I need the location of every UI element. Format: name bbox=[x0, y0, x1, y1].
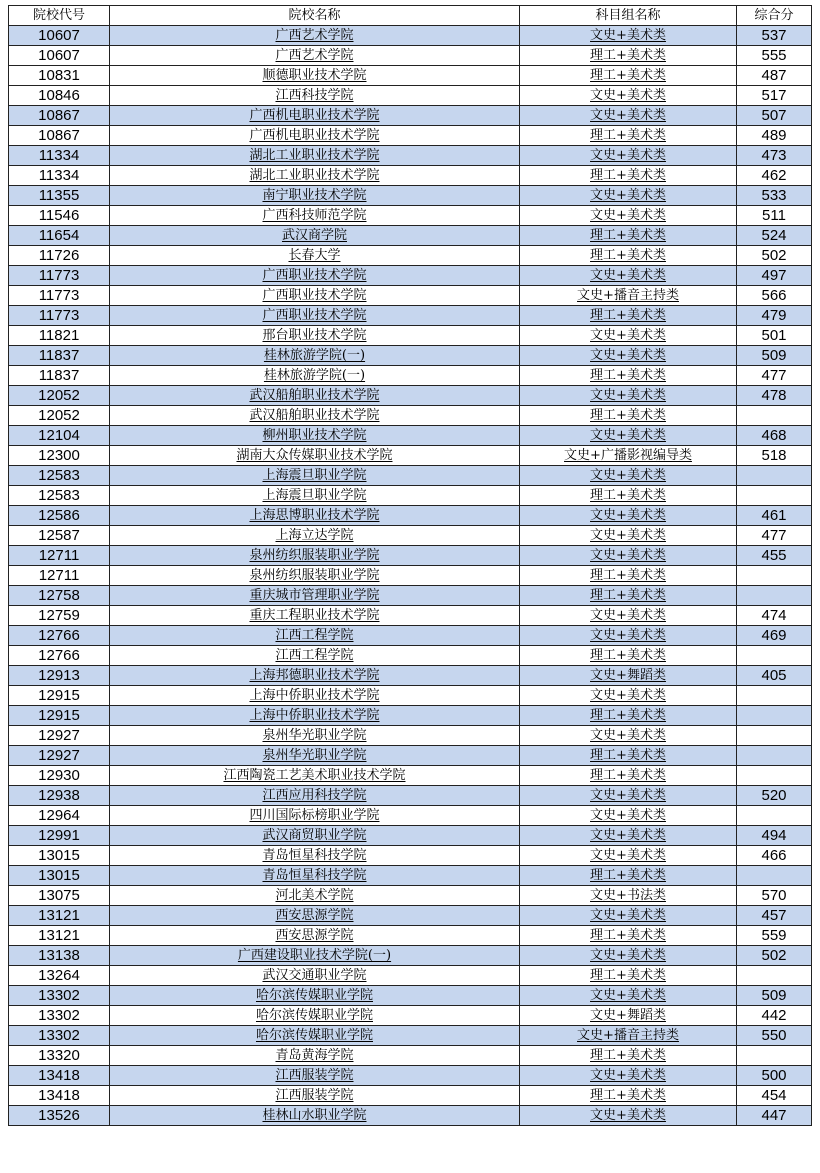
subject-group-cell: 文史+美术类 bbox=[520, 946, 737, 966]
school-code-cell: 13138 bbox=[9, 946, 110, 966]
score-cell bbox=[737, 586, 812, 606]
table-row bbox=[9, 966, 812, 986]
school-name-cell: 顺德职业技术学院 bbox=[110, 66, 520, 86]
table-row bbox=[9, 106, 812, 126]
score-cell: 457 bbox=[737, 906, 812, 926]
school-code-cell: 11355 bbox=[9, 186, 110, 206]
score-cell bbox=[737, 566, 812, 586]
school-name-cell: 西安思源学院 bbox=[110, 926, 520, 946]
score-cell: 477 bbox=[737, 526, 812, 546]
subject-group-cell: 文史+美术类 bbox=[520, 506, 737, 526]
table-row bbox=[9, 526, 812, 546]
school-name-cell: 青岛黄海学院 bbox=[110, 1046, 520, 1066]
school-name-cell: 广西机电职业技术学院 bbox=[110, 126, 520, 146]
school-name-cell: 重庆城市管理职业学院 bbox=[110, 586, 520, 606]
score-cell: 524 bbox=[737, 226, 812, 246]
score-cell: 537 bbox=[737, 26, 812, 46]
school-code-cell: 13320 bbox=[9, 1046, 110, 1066]
school-name-cell: 江西服装学院 bbox=[110, 1066, 520, 1086]
school-name-cell: 武汉交通职业学院 bbox=[110, 966, 520, 986]
subject-group-cell: 文史+美术类 bbox=[520, 1106, 737, 1126]
table-row bbox=[9, 566, 812, 586]
header-score: 综合分 bbox=[737, 6, 812, 26]
table-row bbox=[9, 726, 812, 746]
table-row bbox=[9, 86, 812, 106]
school-code-cell: 10607 bbox=[9, 26, 110, 46]
score-cell bbox=[737, 646, 812, 666]
table-row bbox=[9, 246, 812, 266]
score-cell: 455 bbox=[737, 546, 812, 566]
table-row bbox=[9, 406, 812, 426]
table-row bbox=[9, 946, 812, 966]
table-row bbox=[9, 1066, 812, 1086]
subject-group-cell: 理工+美术类 bbox=[520, 486, 737, 506]
subject-group-cell: 文史+美术类 bbox=[520, 846, 737, 866]
score-cell: 461 bbox=[737, 506, 812, 526]
school-name-cell: 广西艺术学院 bbox=[110, 26, 520, 46]
score-cell: 559 bbox=[737, 926, 812, 946]
school-name-cell: 湖北工业职业技术学院 bbox=[110, 166, 520, 186]
school-name-cell: 江西服装学院 bbox=[110, 1086, 520, 1106]
header-row bbox=[9, 6, 812, 26]
school-code-cell: 12930 bbox=[9, 766, 110, 786]
score-cell: 500 bbox=[737, 1066, 812, 1086]
school-name-cell: 泉州纺织服装职业学院 bbox=[110, 546, 520, 566]
school-name-cell: 广西职业技术学院 bbox=[110, 266, 520, 286]
school-code-cell: 12759 bbox=[9, 606, 110, 626]
table-row bbox=[9, 306, 812, 326]
school-name-cell: 上海思博职业技术学院 bbox=[110, 506, 520, 526]
subject-group-cell: 理工+美术类 bbox=[520, 226, 737, 246]
school-name-cell: 江西应用科技学院 bbox=[110, 786, 520, 806]
table-row bbox=[9, 546, 812, 566]
school-name-cell: 上海中侨职业技术学院 bbox=[110, 706, 520, 726]
school-name-cell: 上海立达学院 bbox=[110, 526, 520, 546]
score-cell: 509 bbox=[737, 346, 812, 366]
school-code-cell: 12587 bbox=[9, 526, 110, 546]
school-name-cell: 泉州纺织服装职业学院 bbox=[110, 566, 520, 586]
table-row bbox=[9, 586, 812, 606]
school-name-cell: 江西工程学院 bbox=[110, 646, 520, 666]
table-row bbox=[9, 266, 812, 286]
school-code-cell: 11773 bbox=[9, 266, 110, 286]
table-row bbox=[9, 666, 812, 686]
school-name-cell: 哈尔滨传媒职业学院 bbox=[110, 986, 520, 1006]
school-code-cell: 12927 bbox=[9, 726, 110, 746]
score-cell: 511 bbox=[737, 206, 812, 226]
admission-score-table bbox=[8, 5, 812, 1126]
score-cell: 489 bbox=[737, 126, 812, 146]
school-code-cell: 12927 bbox=[9, 746, 110, 766]
school-name-cell: 柳州职业技术学院 bbox=[110, 426, 520, 446]
score-cell bbox=[737, 746, 812, 766]
school-code-cell: 13418 bbox=[9, 1086, 110, 1106]
school-name-cell: 广西建设职业技术学院(一) bbox=[110, 946, 520, 966]
subject-group-cell: 文史+美术类 bbox=[520, 466, 737, 486]
school-code-cell: 12915 bbox=[9, 686, 110, 706]
table-row bbox=[9, 886, 812, 906]
subject-group-cell: 理工+美术类 bbox=[520, 1046, 737, 1066]
subject-group-cell: 文史+美术类 bbox=[520, 526, 737, 546]
subject-group-cell: 理工+美术类 bbox=[520, 926, 737, 946]
table-row bbox=[9, 346, 812, 366]
school-code-cell: 11837 bbox=[9, 366, 110, 386]
score-cell: 502 bbox=[737, 946, 812, 966]
school-name-cell: 长春大学 bbox=[110, 246, 520, 266]
school-name-cell: 广西艺术学院 bbox=[110, 46, 520, 66]
subject-group-cell: 文史+美术类 bbox=[520, 986, 737, 1006]
school-code-cell: 12052 bbox=[9, 406, 110, 426]
subject-group-cell: 理工+美术类 bbox=[520, 646, 737, 666]
school-code-cell: 13015 bbox=[9, 846, 110, 866]
subject-group-cell: 文史+美术类 bbox=[520, 346, 737, 366]
table-row bbox=[9, 806, 812, 826]
school-code-cell: 12758 bbox=[9, 586, 110, 606]
school-name-cell: 河北美术学院 bbox=[110, 886, 520, 906]
score-cell: 502 bbox=[737, 246, 812, 266]
school-code-cell: 13526 bbox=[9, 1106, 110, 1126]
school-code-cell: 12964 bbox=[9, 806, 110, 826]
table-row bbox=[9, 1086, 812, 1106]
school-code-cell: 12711 bbox=[9, 546, 110, 566]
subject-group-cell: 理工+美术类 bbox=[520, 246, 737, 266]
school-code-cell: 13302 bbox=[9, 986, 110, 1006]
school-code-cell: 10846 bbox=[9, 86, 110, 106]
school-code-cell: 12583 bbox=[9, 466, 110, 486]
subject-group-cell: 文史+舞蹈类 bbox=[520, 1006, 737, 1026]
subject-group-cell: 文史+美术类 bbox=[520, 606, 737, 626]
school-name-cell: 广西科技师范学院 bbox=[110, 206, 520, 226]
school-code-cell: 11726 bbox=[9, 246, 110, 266]
school-code-cell: 13121 bbox=[9, 926, 110, 946]
subject-group-cell: 文史+美术类 bbox=[520, 906, 737, 926]
score-cell: 466 bbox=[737, 846, 812, 866]
score-cell bbox=[737, 766, 812, 786]
subject-group-cell: 文史+舞蹈类 bbox=[520, 666, 737, 686]
table-row bbox=[9, 746, 812, 766]
subject-group-cell: 文史+美术类 bbox=[520, 786, 737, 806]
school-code-cell: 13264 bbox=[9, 966, 110, 986]
school-code-cell: 11654 bbox=[9, 226, 110, 246]
score-cell: 469 bbox=[737, 626, 812, 646]
subject-group-cell: 理工+美术类 bbox=[520, 706, 737, 726]
table-row bbox=[9, 226, 812, 246]
table-row bbox=[9, 906, 812, 926]
table-row bbox=[9, 926, 812, 946]
table-row bbox=[9, 1106, 812, 1126]
table-row bbox=[9, 146, 812, 166]
school-name-cell: 南宁职业技术学院 bbox=[110, 186, 520, 206]
subject-group-cell: 文史+广播影视编导类 bbox=[520, 446, 737, 466]
subject-group-cell: 文史+美术类 bbox=[520, 546, 737, 566]
school-code-cell: 13015 bbox=[9, 866, 110, 886]
school-name-cell: 广西职业技术学院 bbox=[110, 286, 520, 306]
subject-group-cell: 理工+美术类 bbox=[520, 746, 737, 766]
subject-group-cell: 理工+美术类 bbox=[520, 1086, 737, 1106]
table-row bbox=[9, 1046, 812, 1066]
score-cell bbox=[737, 726, 812, 746]
subject-group-cell: 理工+美术类 bbox=[520, 406, 737, 426]
score-cell: 477 bbox=[737, 366, 812, 386]
school-code-cell: 12586 bbox=[9, 506, 110, 526]
school-code-cell: 12913 bbox=[9, 666, 110, 686]
school-code-cell: 10867 bbox=[9, 106, 110, 126]
subject-group-cell: 理工+美术类 bbox=[520, 166, 737, 186]
subject-group-cell: 理工+美术类 bbox=[520, 966, 737, 986]
school-name-cell: 邢台职业技术学院 bbox=[110, 326, 520, 346]
table-row bbox=[9, 46, 812, 66]
score-cell: 570 bbox=[737, 886, 812, 906]
school-code-cell: 13302 bbox=[9, 1026, 110, 1046]
school-code-cell: 12583 bbox=[9, 486, 110, 506]
table-row bbox=[9, 286, 812, 306]
table-row bbox=[9, 706, 812, 726]
table-row bbox=[9, 186, 812, 206]
school-code-cell: 13418 bbox=[9, 1066, 110, 1086]
table-row bbox=[9, 386, 812, 406]
score-cell: 517 bbox=[737, 86, 812, 106]
table-row bbox=[9, 366, 812, 386]
school-name-cell: 上海震旦职业学院 bbox=[110, 466, 520, 486]
score-cell: 550 bbox=[737, 1026, 812, 1046]
school-code-cell: 11773 bbox=[9, 286, 110, 306]
school-name-cell: 湖北工业职业技术学院 bbox=[110, 146, 520, 166]
school-code-cell: 11546 bbox=[9, 206, 110, 226]
score-cell: 487 bbox=[737, 66, 812, 86]
score-cell: 509 bbox=[737, 986, 812, 1006]
school-code-cell: 11773 bbox=[9, 306, 110, 326]
table-row bbox=[9, 206, 812, 226]
school-code-cell: 12104 bbox=[9, 426, 110, 446]
subject-group-cell: 理工+美术类 bbox=[520, 46, 737, 66]
table-row bbox=[9, 446, 812, 466]
school-name-cell: 武汉船舶职业技术学院 bbox=[110, 386, 520, 406]
header-name: 院校名称 bbox=[110, 6, 520, 26]
subject-group-cell: 文史+播音主持类 bbox=[520, 1026, 737, 1046]
score-cell bbox=[737, 866, 812, 886]
school-name-cell: 四川国际标榜职业学院 bbox=[110, 806, 520, 826]
score-cell: 520 bbox=[737, 786, 812, 806]
subject-group-cell: 理工+美术类 bbox=[520, 566, 737, 586]
subject-group-cell: 理工+美术类 bbox=[520, 306, 737, 326]
school-code-cell: 10867 bbox=[9, 126, 110, 146]
subject-group-cell: 理工+美术类 bbox=[520, 766, 737, 786]
table-row bbox=[9, 506, 812, 526]
score-cell bbox=[737, 486, 812, 506]
score-cell: 518 bbox=[737, 446, 812, 466]
score-cell: 478 bbox=[737, 386, 812, 406]
score-cell: 405 bbox=[737, 666, 812, 686]
subject-group-cell: 理工+美术类 bbox=[520, 586, 737, 606]
score-cell: 497 bbox=[737, 266, 812, 286]
school-code-cell: 10607 bbox=[9, 46, 110, 66]
school-name-cell: 青岛恒星科技学院 bbox=[110, 846, 520, 866]
school-name-cell: 上海中侨职业技术学院 bbox=[110, 686, 520, 706]
score-cell bbox=[737, 466, 812, 486]
school-name-cell: 上海震旦职业学院 bbox=[110, 486, 520, 506]
school-code-cell: 11334 bbox=[9, 166, 110, 186]
subject-group-cell: 文史+美术类 bbox=[520, 1066, 737, 1086]
table-row bbox=[9, 986, 812, 1006]
school-name-cell: 桂林山水职业学院 bbox=[110, 1106, 520, 1126]
school-code-cell: 12052 bbox=[9, 386, 110, 406]
school-name-cell: 江西陶瓷工艺美术职业技术学院 bbox=[110, 766, 520, 786]
score-cell: 507 bbox=[737, 106, 812, 126]
subject-group-cell: 理工+美术类 bbox=[520, 66, 737, 86]
score-cell bbox=[737, 966, 812, 986]
table-row bbox=[9, 1006, 812, 1026]
score-cell: 501 bbox=[737, 326, 812, 346]
score-cell: 555 bbox=[737, 46, 812, 66]
subject-group-cell: 文史+美术类 bbox=[520, 806, 737, 826]
school-code-cell: 13121 bbox=[9, 906, 110, 926]
school-name-cell: 重庆工程职业技术学院 bbox=[110, 606, 520, 626]
table-row bbox=[9, 66, 812, 86]
school-code-cell: 10831 bbox=[9, 66, 110, 86]
school-code-cell: 12915 bbox=[9, 706, 110, 726]
subject-group-cell: 文史+美术类 bbox=[520, 626, 737, 646]
school-code-cell: 11837 bbox=[9, 346, 110, 366]
table-row bbox=[9, 626, 812, 646]
subject-group-cell: 文史+播音主持类 bbox=[520, 286, 737, 306]
school-name-cell: 桂林旅游学院(一) bbox=[110, 366, 520, 386]
table-row bbox=[9, 126, 812, 146]
score-cell: 462 bbox=[737, 166, 812, 186]
subject-group-cell: 文史+美术类 bbox=[520, 26, 737, 46]
subject-group-cell: 文史+美术类 bbox=[520, 726, 737, 746]
subject-group-cell: 文史+美术类 bbox=[520, 826, 737, 846]
subject-group-cell: 文史+美术类 bbox=[520, 146, 737, 166]
score-cell bbox=[737, 706, 812, 726]
table-row bbox=[9, 686, 812, 706]
school-name-cell: 广西机电职业技术学院 bbox=[110, 106, 520, 126]
score-cell: 447 bbox=[737, 1106, 812, 1126]
subject-group-cell: 文史+美术类 bbox=[520, 106, 737, 126]
score-cell bbox=[737, 1046, 812, 1066]
school-code-cell: 12766 bbox=[9, 646, 110, 666]
subject-group-cell: 文史+美术类 bbox=[520, 386, 737, 406]
school-name-cell: 泉州华光职业学院 bbox=[110, 746, 520, 766]
score-cell: 533 bbox=[737, 186, 812, 206]
school-name-cell: 哈尔滨传媒职业学院 bbox=[110, 1006, 520, 1026]
subject-group-cell: 理工+美术类 bbox=[520, 126, 737, 146]
school-name-cell: 武汉商学院 bbox=[110, 226, 520, 246]
school-name-cell: 湖南大众传媒职业技术学院 bbox=[110, 446, 520, 466]
table-row bbox=[9, 846, 812, 866]
school-code-cell: 11334 bbox=[9, 146, 110, 166]
subject-group-cell: 文史+美术类 bbox=[520, 326, 737, 346]
school-code-cell: 12766 bbox=[9, 626, 110, 646]
score-cell bbox=[737, 686, 812, 706]
school-name-cell: 江西科技学院 bbox=[110, 86, 520, 106]
subject-group-cell: 文史+美术类 bbox=[520, 426, 737, 446]
score-cell: 468 bbox=[737, 426, 812, 446]
school-name-cell: 哈尔滨传媒职业学院 bbox=[110, 1026, 520, 1046]
table-row bbox=[9, 826, 812, 846]
score-cell: 454 bbox=[737, 1086, 812, 1106]
score-cell: 566 bbox=[737, 286, 812, 306]
school-name-cell: 桂林旅游学院(一) bbox=[110, 346, 520, 366]
school-name-cell: 江西工程学院 bbox=[110, 626, 520, 646]
table-row bbox=[9, 646, 812, 666]
subject-group-cell: 文史+美术类 bbox=[520, 186, 737, 206]
table-row bbox=[9, 326, 812, 346]
table-row bbox=[9, 866, 812, 886]
score-cell: 479 bbox=[737, 306, 812, 326]
score-cell bbox=[737, 806, 812, 826]
school-name-cell: 武汉船舶职业技术学院 bbox=[110, 406, 520, 426]
table-row bbox=[9, 606, 812, 626]
school-name-cell: 上海邦德职业技术学院 bbox=[110, 666, 520, 686]
school-name-cell: 广西职业技术学院 bbox=[110, 306, 520, 326]
school-code-cell: 12300 bbox=[9, 446, 110, 466]
school-name-cell: 泉州华光职业学院 bbox=[110, 726, 520, 746]
school-code-cell: 12991 bbox=[9, 826, 110, 846]
score-cell: 494 bbox=[737, 826, 812, 846]
table-row bbox=[9, 166, 812, 186]
school-code-cell: 13075 bbox=[9, 886, 110, 906]
table-row bbox=[9, 26, 812, 46]
subject-group-cell: 理工+美术类 bbox=[520, 366, 737, 386]
table-row bbox=[9, 486, 812, 506]
subject-group-cell: 理工+美术类 bbox=[520, 866, 737, 886]
score-cell: 473 bbox=[737, 146, 812, 166]
header-category: 科目组名称 bbox=[520, 6, 737, 26]
table-row bbox=[9, 786, 812, 806]
subject-group-cell: 文史+美术类 bbox=[520, 206, 737, 226]
subject-group-cell: 文史+美术类 bbox=[520, 686, 737, 706]
table-row bbox=[9, 1026, 812, 1046]
subject-group-cell: 文史+美术类 bbox=[520, 266, 737, 286]
school-code-cell: 12938 bbox=[9, 786, 110, 806]
score-cell: 442 bbox=[737, 1006, 812, 1026]
table-row bbox=[9, 426, 812, 446]
school-name-cell: 青岛恒星科技学院 bbox=[110, 866, 520, 886]
school-name-cell: 西安思源学院 bbox=[110, 906, 520, 926]
header-code: 院校代号 bbox=[9, 6, 110, 26]
school-code-cell: 12711 bbox=[9, 566, 110, 586]
score-cell bbox=[737, 406, 812, 426]
score-cell: 474 bbox=[737, 606, 812, 626]
school-code-cell: 11821 bbox=[9, 326, 110, 346]
table-row bbox=[9, 766, 812, 786]
subject-group-cell: 文史+书法类 bbox=[520, 886, 737, 906]
subject-group-cell: 文史+美术类 bbox=[520, 86, 737, 106]
school-code-cell: 13302 bbox=[9, 1006, 110, 1026]
school-name-cell: 武汉商贸职业学院 bbox=[110, 826, 520, 846]
table-body bbox=[9, 26, 812, 1126]
table-row bbox=[9, 466, 812, 486]
